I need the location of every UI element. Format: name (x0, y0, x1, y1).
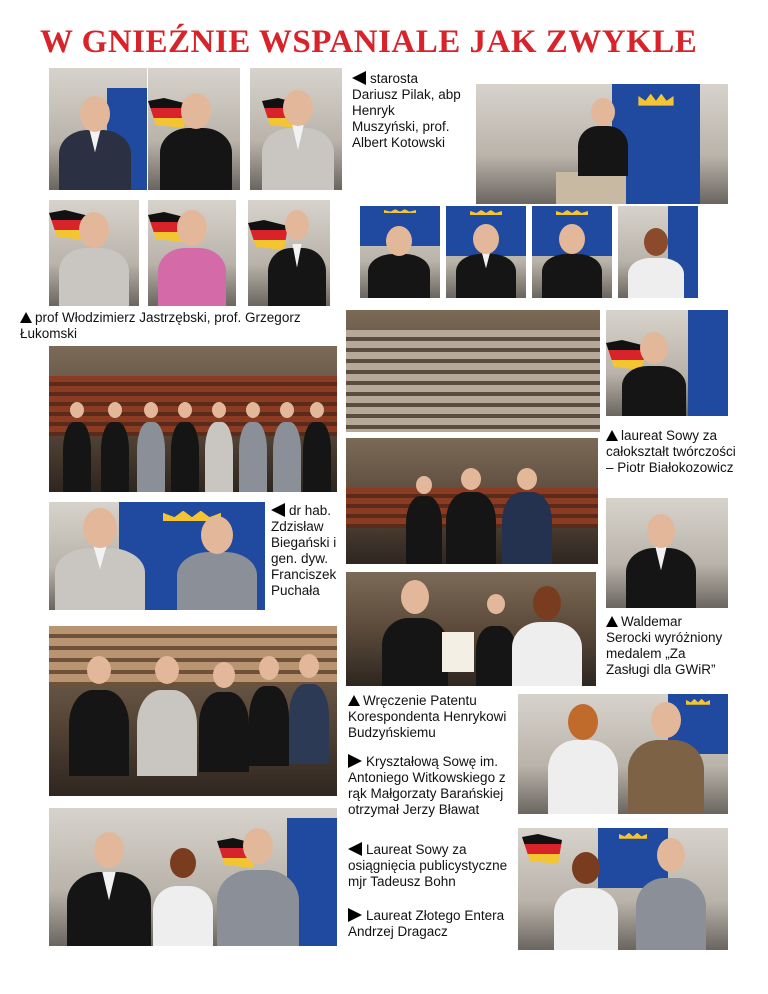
photo-crystal-owl (518, 694, 728, 814)
photo-panel-2 (446, 206, 526, 298)
triangle-up-icon (348, 695, 360, 706)
caption-4: dr hab. Zdzisław Biegański i gen. dyw. Franciszek Puchała (271, 503, 337, 598)
caption-7: Kryształową Sowę im. Antoniego Witkowskiego z rąk Małgorzaty Barańskiej otrzymał Jerzy Bławat (348, 754, 506, 817)
triangle-left-icon (271, 503, 285, 517)
triangle-left-icon (348, 842, 362, 856)
photo-golden-enter (518, 828, 728, 950)
page-title: W GNIEŹNIE WSPANIALE JAK ZWYKLE (40, 24, 698, 60)
photo-group-officers (49, 346, 337, 492)
photo-speaker-2 (148, 68, 240, 190)
triangle-up-icon (606, 616, 618, 627)
photo-speaker-3 (250, 68, 342, 190)
photo-podium-speech (476, 84, 728, 204)
photo-ceremony-hall (346, 438, 598, 564)
photo-speaker-1 (49, 68, 147, 190)
triangle-right-icon (348, 908, 362, 922)
photo-auditorium (346, 310, 600, 432)
photo-serocki-medal (606, 498, 728, 608)
caption-2: prof Włodzimierz Jastrzębski, prof. Grzegorz Łukomski (20, 310, 301, 341)
caption-5: Waldemar Serocki wyróżniony medalem „Za Zasługi dla GWiR” (606, 614, 723, 677)
caption-8: Laureat Sowy za osiągnięcia publicystyczne mjr Tadeusz Bohn (348, 842, 508, 889)
triangle-up-icon (20, 312, 32, 323)
photo-professor-1 (49, 200, 139, 306)
triangle-right-icon (348, 754, 362, 768)
photo-panel-3 (532, 206, 612, 298)
photo-biegański-puchała (49, 502, 265, 610)
triangle-left-icon (352, 71, 366, 85)
photo-panel-1 (360, 206, 440, 298)
photo-audience-seated (49, 626, 337, 796)
caption-6: Wręczenie Patentu Korespondenta Henrykowi Budzyńskiemu (348, 693, 507, 740)
caption-1: starosta Dariusz Pilak, abp Henryk Muszyński, prof. Albert Kotowski (352, 71, 461, 150)
photo-laureate-owl (606, 310, 728, 416)
photo-patent-presentation (346, 572, 596, 686)
triangle-up-icon (606, 430, 618, 441)
photo-professor-2 (148, 200, 236, 306)
photo-panel-4 (618, 206, 698, 298)
photo-bohn-award (49, 808, 337, 946)
caption-3: laureat Sowy za całokształt twórczości – Piotr Białokozowicz (606, 428, 736, 475)
photo-speaker-4 (248, 200, 330, 306)
caption-9: Laureat Złotego Entera Andrzej Dragacz (348, 908, 505, 939)
